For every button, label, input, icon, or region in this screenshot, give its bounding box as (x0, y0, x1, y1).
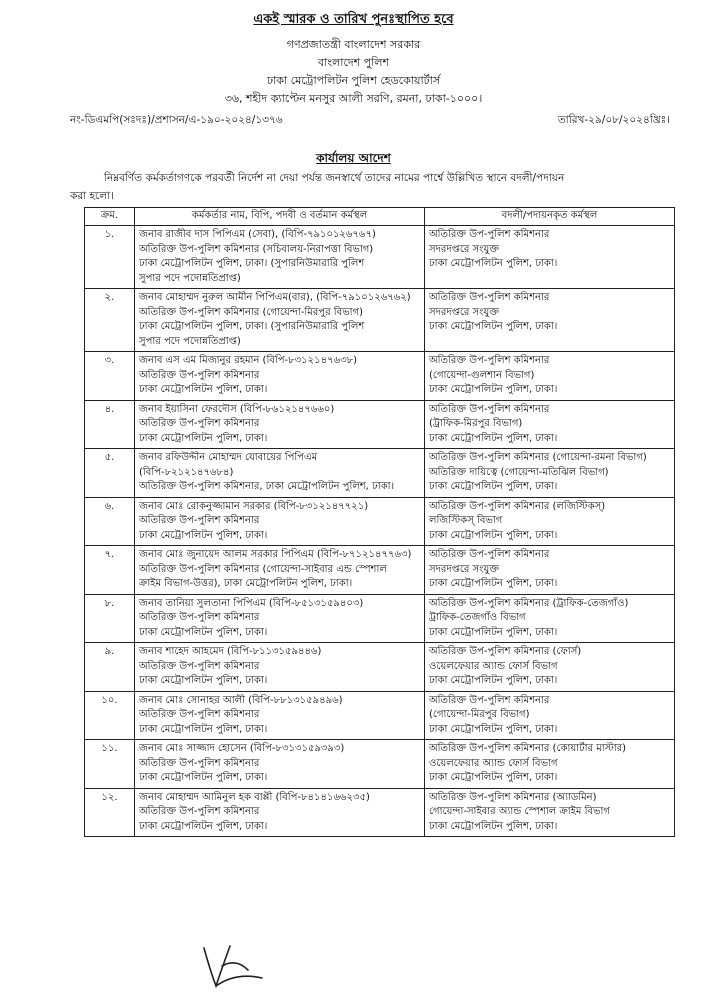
officer-detail-line: অতিরিক্ত উপ-পুলিশ কমিশনার (139, 757, 260, 769)
posting-detail-line: ঢাকা মেট্রোপলিটন পুলিশ, ঢাকা। (429, 820, 558, 832)
officer-detail-line: জনাব রাজীব দাস পিপিএম (সেবা), (বিপি-৭৯১০১২৬৭৬৭) (139, 229, 376, 240)
officer-detail-line: ক্রাইম বিভাগ-উত্তর), ঢাকা মেট্রোপলিটন পুলিশ, ঢাকা। (139, 578, 353, 589)
posting-detail-line: অতিরিক্ত উপ-পুলিশ কমিশনার (429, 292, 550, 303)
posting-detail-line: ঢাকা মেট্রোপলিটন পুলিশ, ঢাকা। (429, 675, 558, 686)
posting-detail-line: সদরদপ্তরে সংযুক্ত (429, 306, 499, 318)
row-serial: ৮. (85, 594, 135, 643)
officer-detail-line: ঢাকা মেট্রোপলিটন পুলিশ, ঢাকা। (139, 529, 268, 541)
officer-detail-line: ঢাকা মেট্রোপলিটন পুলিশ, ঢাকা। (139, 772, 268, 783)
row-serial: ৩. (85, 352, 135, 401)
row-officer-details (135, 788, 425, 837)
officer-detail-line: জনাব রফিউদ্দীন মোহাম্মদ যোবায়ের পিপিএম (139, 452, 318, 463)
header-officer: কর্মকর্তার নাম, বিপি, পদবী ও বর্তমান কর্মস্থল (135, 208, 425, 226)
row-new-posting (425, 497, 675, 546)
officer-detail-line: সুপার পদে পদোন্নতিপ্রাপ্ত) (139, 335, 241, 347)
posting-detail-line: ওয়েলফেয়ার অ্যান্ড ফোর্স বিভাগ (429, 660, 558, 672)
posting-detail-line: ঢাকা মেট্রোপলিটন পুলিশ, ঢাকা। (429, 626, 558, 638)
officer-detail-line: অতিরিক্ত উপ-পুলিশ কমিশনার (সচিবালয়-নিরাপত্তা বিভাগ) (139, 243, 374, 255)
officer-detail-line: অতিরিক্ত উপ-পুলিশ কমিশনার (139, 515, 260, 526)
row-officer-details (135, 691, 425, 740)
reinstatement-banner (0, 10, 707, 31)
office-order-text: কার্যালয় আদেশ (316, 151, 391, 165)
row-serial: ১. (85, 226, 135, 289)
posting-detail-line: ঢাকা মেট্রোপলিটন পুলিশ, ঢাকা। (429, 723, 558, 735)
row-officer-details (135, 289, 425, 352)
posting-detail-line: (গোয়েন্দা-গুলশান বিভাগ) (429, 369, 535, 381)
row-officer-details (135, 740, 425, 789)
officer-detail-line: (বিপি-৮২১২১৪৭৬৮৪) (139, 466, 234, 478)
posting-detail-line: অতিরিক্ত দায়িত্বে (গোয়েন্দা-মতিঝিল বিভাগ) (429, 466, 609, 478)
row-new-posting (425, 352, 675, 401)
headquarters-name: ঢাকা মেট্রোপলিটন পুলিশ হেডকোয়ার্টার্স (266, 74, 441, 87)
officer-detail-line: জনাব মোহাম্মদ নুরুল আমীন পিপিএম(বার), (বিপি-৭৯১০১২৬৭৬২) (139, 292, 411, 303)
row-new-posting (425, 740, 675, 789)
row-officer-details (135, 352, 425, 401)
posting-detail-line: অতিরিক্ত উপ-পুলিশ কমিশনার (লজিস্টিকস্) (429, 500, 606, 512)
intro-paragraph-line2: করা হলো। (70, 190, 114, 202)
posting-detail-line: অতিরিক্ত উপ-পুলিশ কমিশনার (429, 549, 550, 560)
row-serial: ৯. (85, 643, 135, 692)
posting-detail-line: ঢাকা মেট্রোপলিটন পুলিশ, ঢাকা। (429, 529, 558, 541)
row-serial: ১১. (85, 740, 135, 789)
header-posting: বদলী/পদায়নকৃত কর্মস্থল (425, 208, 675, 226)
row-new-posting (425, 289, 675, 352)
officer-detail-line: জনাব ইয়াসিনা ফেরদৌস (বিপি-৮৬১২১৪৭৬৬০) (139, 403, 335, 415)
officer-detail-line: সুপার পদে পদোন্নতিপ্রাপ্ত) (139, 272, 241, 284)
govt-name: গণপ্রজাতন্ত্রী বাংলাদেশ সরকার (286, 38, 421, 51)
row-new-posting (425, 449, 675, 498)
posting-detail-line: ঢাকা মেট্রোপলিটন পুলিশ, ঢাকা। (429, 481, 558, 492)
officer-detail-line: অতিরিক্ত উপ-পুলিশ কমিশনার (139, 612, 260, 623)
header-serial: ক্রম. (85, 208, 135, 226)
memo-date: তারিখ-২৯/০৮/২০২৪খ্রিঃ। (557, 114, 670, 126)
signature-image (196, 940, 266, 990)
table-body (85, 226, 675, 837)
row-serial: ৫. (85, 449, 135, 498)
row-new-posting (425, 400, 675, 449)
officer-detail-line: অতিরিক্ত উপ-পুলিশ কমিশনার (139, 709, 260, 720)
officer-detail-line: জনাব তানিয়া সুলতানা পিপিএম (বিপি-৮৫১৩১৫৯৪০৩) (139, 597, 364, 609)
posting-detail-line: (ট্রাফিক-মিরপুর বিভাগ) (429, 418, 523, 429)
row-new-posting (425, 643, 675, 692)
posting-detail-line: ঢাকা মেট্রোপলিটন পুলিশ, ঢাকা। (429, 432, 558, 444)
posting-detail-line: অতিরিক্ত উপ-পুলিশ কমিশনার (429, 694, 550, 706)
row-serial: ৭. (85, 546, 135, 595)
table-row (85, 643, 675, 692)
table-row (85, 497, 675, 546)
table-row (85, 449, 675, 498)
officer-detail-line: অতিরিক্ত উপ-পুলিশ কমিশনার (139, 660, 260, 672)
posting-detail-line: অতিরিক্ত উপ-পুলিশ কমিশনার (ফোর্স) (429, 646, 582, 657)
row-serial: ১২. (85, 788, 135, 837)
posting-detail-line: ওয়েলফেয়ার অ্যান্ড ফোর্স বিভাগ (429, 757, 558, 769)
row-new-posting (425, 226, 675, 289)
posting-detail-line: সদরদপ্তরে সংযুক্ত (429, 563, 499, 575)
row-serial: ৪. (85, 400, 135, 449)
posting-detail-line: সদরদপ্তরে সংযুক্ত (429, 243, 499, 255)
officer-detail-line: ঢাকা মেট্রোপলিটন পুলিশ, ঢাকা। (139, 384, 268, 395)
posting-detail-line: ঢাকা মেট্রোপলিটন পুলিশ, ঢাকা। (429, 772, 558, 783)
officer-detail-line: জনাব মোঃ রোকনুজ্জামান সরকার (বিপি-৮৩১২১৪৭৭২১) (139, 500, 369, 512)
table-row (85, 400, 675, 449)
row-officer-details (135, 643, 425, 692)
posting-detail-line: ঢাকা মেট্রোপলিটন পুলিশ, ঢাকা। (429, 258, 558, 269)
posting-detail-line: গোয়েন্দা-সাইবার অ্যান্ড স্পেশাল ক্রাইম বিভাগ (429, 806, 610, 817)
posting-detail-line: ঢাকা মেট্রোপলিটন পুলিশ, ঢাকা। (429, 578, 558, 589)
officer-detail-line: জনাব মোঃ সাজ্জাদ হোসেন (বিপি-৮৩১৩১৫৯৩৯৩) (139, 743, 345, 754)
table-row (85, 740, 675, 789)
row-officer-details (135, 226, 425, 289)
officer-detail-line: অতিরিক্ত উপ-পুলিশ কমিশনার (139, 806, 260, 817)
office-address: ৩৬, শহীদ ক্যাপ্টেন মনসুর আলী সরণি, রমনা, ঢাকা-১০০০। (224, 92, 483, 105)
table-row (85, 788, 675, 837)
posting-detail-line: অতিরিক্ত উপ-পুলিশ কমিশনার (কোয়ার্টার মাস্টার) (429, 743, 627, 754)
table-row (85, 289, 675, 352)
row-new-posting (425, 788, 675, 837)
posting-detail-line: (গোয়েন্দা-মিরপুর বিভাগ) (429, 709, 530, 720)
posting-detail-line: অতিরিক্ত উপ-পুলিশ কমিশনার (অ্যাডমিন) (429, 791, 597, 803)
officer-detail-line: ঢাকা মেট্রোপলিটন পুলিশ, ঢাকা। (সুপারনিউমারারি পুলিশ (139, 258, 365, 269)
row-officer-details (135, 594, 425, 643)
officer-detail-line: ঢাকা মেট্রোপলিটন পুলিশ, ঢাকা। (সুপারনিউমারারি পুলিশ (139, 321, 365, 332)
table-header-row (85, 208, 675, 226)
officer-detail-line: ঢাকা মেট্রোপলিটন পুলিশ, ঢাকা। (139, 675, 268, 686)
posting-detail-line: ট্রাফিক-তেজগাঁও বিভাগ (429, 612, 526, 623)
officer-detail-line: অতিরিক্ত উপ-পুলিশ কমিশনার (139, 418, 260, 429)
posting-detail-line: ঢাকা মেট্রোপলিটন পুলিশ, ঢাকা। (429, 384, 558, 395)
row-serial: ১০. (85, 691, 135, 740)
row-officer-details (135, 497, 425, 546)
officer-detail-line: জনাব মোহাম্মদ আমিনুল হক বাপ্পী (বিপি-৮৪১৪১৬৬২৩৫) (139, 791, 370, 803)
row-new-posting (425, 546, 675, 595)
row-serial: ৬. (85, 497, 135, 546)
table-row (85, 226, 675, 289)
posting-detail-line: অতিরিক্ত উপ-পুলিশ কমিশনার (429, 403, 550, 415)
officer-detail-line: জনাব মোঃ জুনায়েদ আলম সরকার পিপিএম (বিপি-৮৭১২১৪৭৭৬৩) (139, 549, 412, 560)
posting-detail-line: অতিরিক্ত উপ-পুলিশ কমিশনার (ট্রাফিক-তেজগাঁও) (429, 597, 629, 609)
transfer-table (84, 207, 675, 837)
officer-detail-line: জনাব শাহেদ আহমেদ (বিপি-৮১১৩১৫৯৪৪৬) (139, 646, 322, 657)
office-order-title (0, 150, 707, 170)
posting-detail-line: অতিরিক্ত উপ-পুলিশ কমিশনার (গোয়েন্দা-রমনা বিভাগ) (429, 452, 647, 463)
row-serial: ২. (85, 289, 135, 352)
table-row (85, 546, 675, 595)
posting-detail-line: অতিরিক্ত উপ-পুলিশ কমিশনার (429, 229, 550, 240)
posting-detail-line: অতিরিক্ত উপ-পুলিশ কমিশনার (429, 355, 550, 366)
intro-paragraph-line1: নিম্নবর্ণিত কর্মকর্তাগণকে পরবর্তী নির্দেশ না দেয়া পর্যন্ত জনস্বার্থে তাদের নামের পার্শ্বে উল্লিখিত স্থানে বদলী/পদায়ন (104, 172, 565, 184)
officer-detail-line: অতিরিক্ত উপ-পুলিশ কমিশনার (139, 369, 260, 381)
row-officer-details (135, 546, 425, 595)
row-officer-details (135, 400, 425, 449)
row-new-posting (425, 691, 675, 740)
officer-detail-line: জনাব মোঃ সোনাহর আলী (বিপি-৮৮১৩১৫৯৪৯৬) (139, 694, 343, 706)
posting-detail-line: ঢাকা মেট্রোপলিটন পুলিশ, ঢাকা। (429, 321, 558, 332)
posting-detail-line: লজিস্টিকস্ বিভাগ (429, 515, 503, 526)
table-row (85, 352, 675, 401)
police-name: বাংলাদেশ পুলিশ (318, 56, 389, 69)
row-officer-details (135, 449, 425, 498)
officer-detail-line: জনাব এস এম মিজানুর রহমান (বিপি-৮৩১২১৪৭৬৩৮) (139, 355, 357, 366)
officer-detail-line: ঢাকা মেট্রোপলিটন পুলিশ, ঢাকা। (139, 626, 268, 638)
officer-detail-line: অতিরিক্ত উপ-পুলিশ কমিশনার (গোয়েন্দা-মিরপুর বিভাগ) (139, 306, 364, 318)
officer-detail-line: ঢাকা মেট্রোপলিটন পুলিশ, ঢাকা। (139, 820, 268, 832)
officer-detail-line: ঢাকা মেট্রোপলিটন পুলিশ, ঢাকা। (139, 432, 268, 444)
memo-number: নং-ডিএমপি(সঃদঃ)/প্রশাসন/এ-১৯০-২০২৪/১৩৭৬ (70, 114, 283, 126)
officer-detail-line: ঢাকা মেট্রোপলিটন পুলিশ, ঢাকা। (139, 723, 268, 735)
banner-text: একই স্মারক ও তারিখ পুনঃস্থাপিত হবে (253, 12, 454, 27)
table-row (85, 594, 675, 643)
officer-detail-line: অতিরিক্ত উপ-পুলিশ কমিশনার (গোয়েন্দা-সাইবার এন্ড স্পেশাল (139, 563, 387, 575)
table-row (85, 691, 675, 740)
row-new-posting (425, 594, 675, 643)
officer-detail-line: অতিরিক্ত উপ-পুলিশ কমিশনার, ঢাকা মেট্রোপলিটন পুলিশ, ঢাকা। (139, 481, 395, 492)
